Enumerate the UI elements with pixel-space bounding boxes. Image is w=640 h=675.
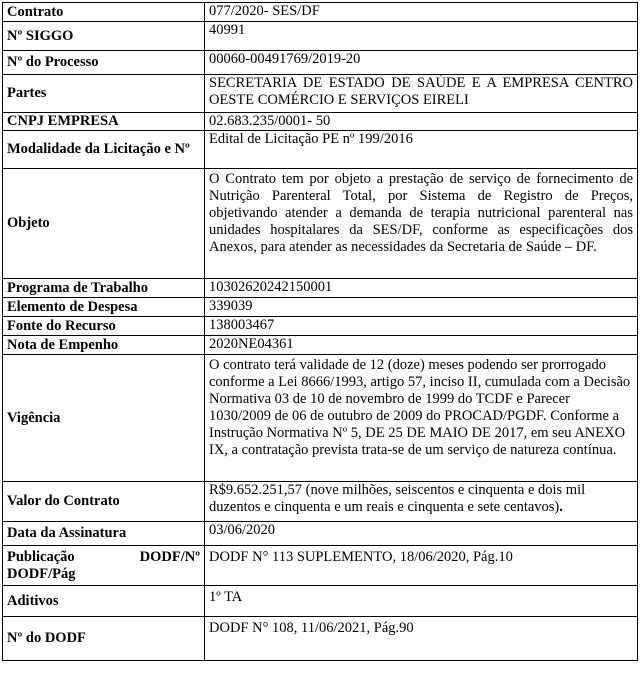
label-dodf: Nº do DODF (3, 617, 205, 661)
label-empenho: Nota de Empenho (3, 336, 205, 355)
label-elemento: Elemento de Despesa (3, 298, 205, 317)
label-publicacao-dodf: DODF/Nº (139, 549, 200, 565)
value-dodf: DODF N° 108, 11/06/2021, Pág.90 (205, 617, 638, 661)
value-modalidade: Edital de Licitação PE nº 199/2016 (205, 131, 638, 169)
row-partes (3, 75, 638, 113)
label-vigencia: Vigência (3, 355, 205, 482)
label-programa: Programa de Trabalho (3, 279, 205, 298)
row-vigencia (3, 355, 638, 482)
value-valor-end: . (559, 499, 563, 515)
value-valor: R$9.652.251,57 (nove milhões, seiscentos e cinquenta e dois mil duzentos e cinquenta e um reais e cinquenta e sete centavos) (209, 482, 586, 515)
value-vigencia: O contrato terá validade de 12 (doze) meses podendo ser prorrogado conforme a Lei 8666/1993, artigo 57, inciso II, cumulada com a Decisão Normativa 03 de 10 de novembro de 1999 do TCDF e Parecer 1030/2009 de 06 de outubro de 2009 do PROCAD/PGDF. Conforme a Instrução Normativa Nº 5, DE 25 DE MAIO DE 2017, em seu ANEXO IX, a contratação prevista trata-se de um serviço de natureza contínua. (205, 355, 638, 482)
value-partes: SECRETARIA DE ESTADO DE SAÚDE E A EMPRESA CENTRO OESTE COMÉRCIO E SERVIÇOS EIRELI (205, 75, 638, 113)
label-valor: Valor do Contrato (3, 482, 205, 522)
row-processo (3, 51, 638, 75)
label-cnpj: CNPJ EMPRESA (3, 113, 205, 131)
row-programa (3, 279, 638, 298)
label-objeto: Objeto (3, 169, 205, 279)
value-siggo: 40991 (205, 22, 638, 51)
row-siggo (3, 22, 638, 51)
value-elemento: 339039 (205, 298, 638, 317)
value-valor-cell (205, 482, 638, 522)
label-fonte: Fonte do Recurso (3, 317, 205, 336)
label-publicacao-line2: DODF/Pág (7, 566, 76, 582)
row-contrato (3, 3, 638, 22)
value-processo: 00060-00491769/2019-20 (205, 51, 638, 75)
label-publicacao-line1 (7, 549, 200, 566)
value-publicacao: DODF N° 113 SUPLEMENTO, 18/06/2020, Pág.10 (205, 546, 638, 586)
value-fonte: 138003467 (205, 317, 638, 336)
row-empenho (3, 336, 638, 355)
value-cnpj: 02.683.235/0001- 50 (205, 113, 638, 131)
row-aditivos (3, 586, 638, 617)
row-publicacao (3, 546, 638, 586)
label-assinatura: Data da Assinatura (3, 522, 205, 546)
value-empenho: 2020NE04361 (205, 336, 638, 355)
row-fonte (3, 317, 638, 336)
label-publicacao-word: Publicação (7, 549, 75, 565)
row-assinatura (3, 522, 638, 546)
label-publicacao (3, 546, 205, 586)
row-valor (3, 482, 638, 522)
label-aditivos: Aditivos (3, 586, 205, 617)
row-modalidade (3, 131, 638, 169)
row-cnpj (3, 113, 638, 131)
row-dodf (3, 617, 638, 661)
label-processo: Nº do Processo (3, 51, 205, 75)
label-contrato: Contrato (3, 3, 205, 22)
row-elemento (3, 298, 638, 317)
value-aditivos: 1º TA (205, 586, 638, 617)
value-programa: 10302620242150001 (205, 279, 638, 298)
value-assinatura: 03/06/2020 (205, 522, 638, 546)
value-objeto: O Contrato tem por objeto a prestação de serviço de fornecimento de Nutrição Parenteral Total, por Sistema de Registro de Preços, objetivando atender a demanda de terapia nutricional parenteral nas unidades hospitalares da SES/DF, conforme as especificações dos Anexos, para atender as necessidades da Secretaria de Saúde – DF. (205, 169, 638, 279)
label-modalidade: Modalidade da Licitação e Nº (3, 131, 205, 169)
label-siggo: Nº SIGGO (3, 22, 205, 51)
value-contrato: 077/2020- SES/DF (205, 3, 638, 22)
contract-table (2, 2, 638, 661)
row-objeto (3, 169, 638, 279)
label-partes: Partes (3, 75, 205, 113)
